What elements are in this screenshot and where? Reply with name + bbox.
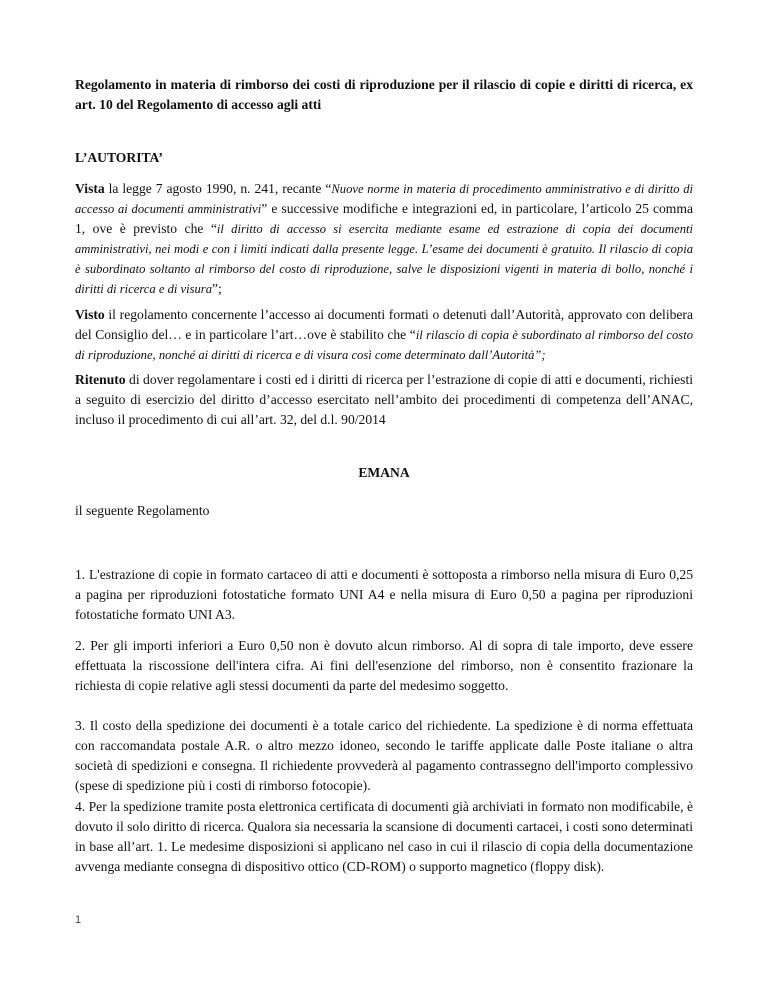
vista-text-1: la legge 7 agosto 1990, n. 241, recante “ (104, 180, 332, 196)
visto-italic-1: il rilascio di copia è subordinato al rimborso del costo di riproduzione, nonché ai diritti di ricerca e di visura così come determinato dall’Autorità”; (75, 327, 693, 362)
article-1: 1. L'estrazione di copie in formato cartaceo di atti e documenti è sottoposta a rimborso nella misura di Euro 0,25 a pagina per riproduzioni fotostatiche formato UNI A4 e nella misura di Euro 0,50 a pagina per riproduzioni fotostatiche formato UNI A3. (75, 566, 693, 622)
vista-text-3: ”; (212, 280, 222, 296)
article-2: 2. Per gli importi inferiori a Euro 0,50 non è dovuto alcun rimborso. Al di sopra di tale importo, deve essere effettuata la riscossione dell'intera cifra. Ai fini dell'esenzione del rimborso, non è consentito frazionare la richiesta di copie relative agli stessi documenti da parte del medesimo soggetto. (75, 637, 693, 693)
ritenuto-text-1: di dover regolamentare i costi ed i diritti di ricerca per l’estrazione di copie di atti e documenti, richiesti a seguito di esercizio del diritto d’accesso esercitato nell’ambito dei procedimenti di competenza dell’ANAC, incluso il procedimento di cui all’art. 32, del d.l. 90/2014 (75, 371, 693, 427)
article-4: 4. Per la spedizione tramite posta elettronica certificata di documenti già archiviati in formato non modificabile, è dovuto il solo diritto di ricerca. Qualora sia necessaria la scansione di documenti cartacei, i costi sono determinati in base all’art. 1. Le medesime disposizioni si applicano nel caso in cui il rilascio di copia della documentazione avvenga mediante consegna di dispositivo ottico (CD-ROM) o supporto magnetico (floppy disk). (75, 798, 693, 874)
intro-line: il seguente Regolamento (75, 502, 210, 518)
vista-text-2: ” e successive modifiche e integrazioni ed, in particolare, l’articolo 25 comma 1, ove è previsto che “ (75, 200, 693, 236)
visto-lead: Visto (75, 306, 105, 322)
emana-heading: EMANA (358, 465, 410, 480)
visto-text-1: il regolamento concernente l’accesso ai documenti formati o detenuti dall’Autorità, approvato con delibera del Consiglio del… e in particolare l’art…ove è stabilito che “ (75, 306, 693, 342)
vista-italic-1: Nuove norme in materia di procedimento amministrativo e di diritto di accesso ai documenti amministrativi (75, 181, 693, 216)
ritenuto-lead: Ritenuto (75, 371, 126, 387)
vista-paragraph (75, 179, 693, 299)
visto-paragraph (75, 305, 693, 365)
ritenuto-paragraph (75, 370, 693, 430)
authority-heading: L’AUTORITA’ (75, 150, 163, 165)
page-number: 1 (75, 914, 82, 926)
article-3: 3. Il costo della spedizione dei documenti è a totale carico del richiedente. La spedizione è di norma effettuata con raccomandata postale A.R. o altro mezzo idoneo, secondo le tariffe applicate dalle Poste italiane o altra società di spedizioni e consegna. Il richiedente provvederà al pagamento contrassegno dell'importo complessivo (spese di spedizione più i costi di rimborso fotocopie). (75, 717, 693, 793)
document-title: Regolamento in materia di rimborso dei costi di riproduzione per il rilascio di copie e diritti di ricerca, ex art. 10 del Regolamento di accesso agli atti (75, 77, 693, 112)
vista-lead: Vista (75, 180, 105, 196)
vista-italic-2: il diritto di accesso si esercita mediante esame ed estrazione di copia dei documenti amministrativi, nei modi e con i limiti indicati dalla presente legge. L’esame dei documenti è gratuito. Il rilascio di copia è subordinato soltanto al rimborso del costo di riproduzione, salve le disposizioni vigenti in materia di bollo, nonché i diritti di ricerca e di visura (75, 221, 693, 296)
